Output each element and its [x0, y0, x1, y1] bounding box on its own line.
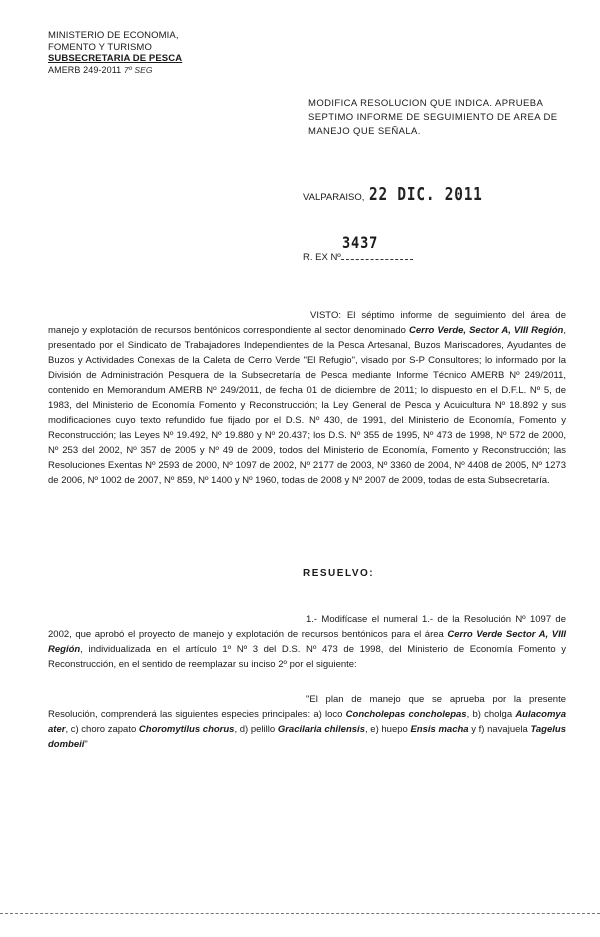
quoted-paragraph [48, 692, 566, 752]
visto-text-1: El séptimo informe de seguimiento del área de manejo y explotación de recursos bentónicos correspondiente al sector denominado [48, 310, 566, 336]
ministry-line-2: FOMENTO Y TURISMO [48, 41, 152, 53]
quote-text-2: , b) cholga [466, 709, 516, 720]
quote-text-7: " [84, 739, 88, 750]
reference-handwritten: 7º SEG [123, 64, 153, 75]
quote-text-3: , c) choro zapato [65, 724, 139, 735]
visto-text-2: , presentado por el Sindicato de Trabajadores Independientes de la Pesca Artesanal, Buzos Mariscadores, Ayudantes de Buzos y Actividades Conexas de la Caleta de Cerro Verde "El Refugio", visado por S-P Consultores; lo informado por la División de Administración Pesquera de la Subsecretaría de Pesca mediante Informe Técnico AMERB Nº 249/2011, contenido en Memorandum AMERB Nº 249/2011, de fecha 01 de diciembre de 2011; lo dispuesto en el D.F.L. Nº 5, de 1983, del Ministerio de Economía Fomento y Reconstrucción; la Ley General de Pesca y Acuicultura Nº 18.892 y sus modificaciones cuyo texto refundido fue fijado por el D.S. Nº 430, de 1991, del Ministerio de Economía, Fomento y Reconstrucción; las Leyes Nº 19.492, Nº 19.880 y Nº 20.437; los D.S. Nº 355 de 1995, Nº 473 de 1998, Nº 572 de 2000, Nº 253 del 2002, Nº 357 de 2005 y Nº 49 de 2009, todos del Ministerio de Economía, Fomento y Reconstrucción; las Resoluciones Exentas Nº 2593 de 2000, Nº 1097 de 2002, Nº 2177 de 2003, Nº 3360 de 2004, Nº 4408 de 2005, Nº 1273 de 2006, Nº 1002 de 2007, Nº 859, Nº 1400 y Nº 1960, todas de 2008 y Nº 2007 de 2009, todas de esta Subsecretaría. [48, 325, 567, 486]
species-5: Ensis macha [410, 724, 469, 735]
ministry-line-1: MINISTERIO DE ECONOMIA, [48, 30, 179, 41]
article-1-place: Cerro Verde Sector A, VIII Región [48, 629, 567, 655]
quote-text-4: , d) pelillo [234, 724, 278, 735]
quote-text-1: "El plan de manejo que se aprueba por la presente Resolución, comprenderá las siguientes especies principales: a) loco [48, 694, 566, 720]
species-1: Concholepas concholepas [345, 709, 467, 720]
place-label: VALPARAISO, [303, 192, 365, 203]
resolution-number-line [303, 251, 413, 263]
article-1-text-2: , individualizada en el artículo 1º Nº 3 del D.S. Nº 473 de 1998, del Ministerio de Economía Fomento y Reconstrucción, en el sentido de reemplazar su inciso 2º por el siguiente: [48, 644, 566, 670]
article-1-text-1: 1.- Modifícase el numeral 1.- de la Resolución Nº 1097 de 2002, que aprobó el proyecto de manejo y explotación de recursos bentónicos para el área [48, 614, 566, 640]
quote-text-6: y f) navajuela [468, 724, 531, 735]
subsecretaria-line: SUBSECRETARIA DE PESCA [48, 53, 183, 64]
resolution-label: R. EX Nº [303, 252, 341, 263]
species-4: Gracilaria chilensis [277, 724, 365, 735]
reference-code: AMERB 249-2011 [48, 64, 122, 75]
quote-text-5: , e) huepo [364, 724, 411, 735]
ministry-header [48, 30, 182, 76]
scan-bottom-dashes [0, 913, 600, 916]
date-stamp: 22 DIC. 2011 [369, 184, 483, 205]
species-3: Choromytilus chorus [138, 724, 235, 735]
species-2: Aulacomya ater [48, 709, 566, 735]
subject-heading: MODIFICA RESOLUCION QUE INDICA. APRUEBA SEPTIMO INFORME DE SEGUIMIENTO DE AREA DE MANEJO QUE SEÑALA. [308, 98, 558, 137]
species-6: Tagelus dombeii [48, 724, 566, 750]
resolution-number-stamp: 3437 [342, 233, 379, 252]
resolution-blank [341, 251, 413, 260]
visto-lead: VISTO: [310, 310, 341, 321]
resuelvo-heading: RESUELVO: [303, 568, 375, 579]
article-1 [48, 612, 566, 672]
visto-place: Cerro Verde, Sector A, VIII Región [408, 325, 564, 336]
reference-line [48, 65, 182, 77]
visto-paragraph [48, 308, 566, 488]
